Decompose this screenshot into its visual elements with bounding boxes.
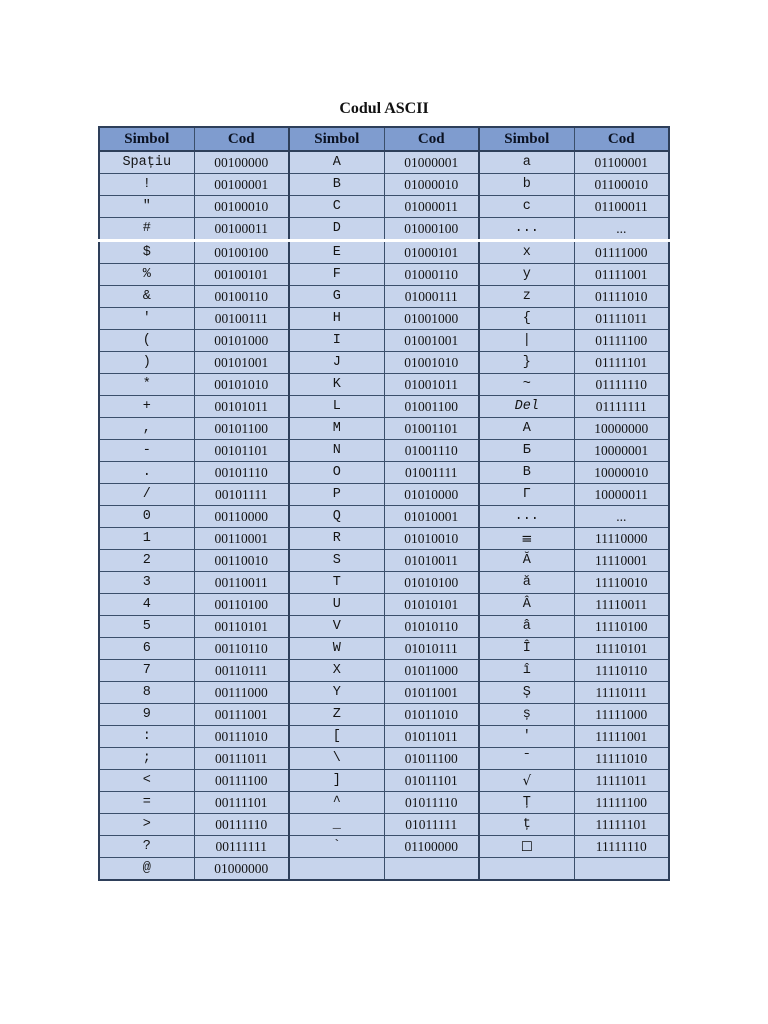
code-cell: 01010001 bbox=[384, 506, 479, 528]
symbol-cell: 6 bbox=[99, 638, 194, 660]
symbol-cell: ă bbox=[479, 572, 574, 594]
symbol-cell: b bbox=[479, 174, 574, 196]
code-cell: 01001101 bbox=[384, 418, 479, 440]
code-cell: 01111101 bbox=[574, 352, 669, 374]
code-cell: 01001011 bbox=[384, 374, 479, 396]
code-cell: 01111100 bbox=[574, 330, 669, 352]
symbol-cell: = bbox=[99, 792, 194, 814]
table-row bbox=[99, 572, 669, 594]
symbol-cell: ... bbox=[479, 506, 574, 528]
symbol-cell: ș bbox=[479, 704, 574, 726]
symbol-cell: H bbox=[289, 308, 384, 330]
code-cell: 11111000 bbox=[574, 704, 669, 726]
code-cell: 00110011 bbox=[194, 572, 289, 594]
code-cell: 01010110 bbox=[384, 616, 479, 638]
symbol-cell: M bbox=[289, 418, 384, 440]
code-cell: 00100011 bbox=[194, 218, 289, 241]
symbol-cell: Y bbox=[289, 682, 384, 704]
symbol-cell: . bbox=[99, 462, 194, 484]
table-row bbox=[99, 241, 669, 264]
code-cell: ... bbox=[574, 506, 669, 528]
table-row bbox=[99, 352, 669, 374]
code-cell: 01011011 bbox=[384, 726, 479, 748]
table-row bbox=[99, 792, 669, 814]
code-cell: 11111110 bbox=[574, 836, 669, 858]
code-cell: 00110100 bbox=[194, 594, 289, 616]
code-cell: 01111111 bbox=[574, 396, 669, 418]
symbol-cell bbox=[289, 858, 384, 881]
symbol-cell: 5 bbox=[99, 616, 194, 638]
symbol-cell: Ș bbox=[479, 682, 574, 704]
code-cell: 10000011 bbox=[574, 484, 669, 506]
symbol-cell: C bbox=[289, 196, 384, 218]
symbol-cell: ☐ bbox=[479, 836, 574, 858]
symbol-cell: x bbox=[479, 241, 574, 264]
symbol-cell: / bbox=[99, 484, 194, 506]
code-cell: 01000011 bbox=[384, 196, 479, 218]
page-title: Codul ASCII bbox=[339, 100, 429, 117]
code-cell: 11110110 bbox=[574, 660, 669, 682]
symbol-cell: U bbox=[289, 594, 384, 616]
symbol-cell: N bbox=[289, 440, 384, 462]
code-cell: 00100001 bbox=[194, 174, 289, 196]
symbol-cell: ` bbox=[289, 836, 384, 858]
code-cell: 01000000 bbox=[194, 858, 289, 881]
symbol-cell: K bbox=[289, 374, 384, 396]
symbol-cell: F bbox=[289, 264, 384, 286]
code-cell: 01010101 bbox=[384, 594, 479, 616]
table-row bbox=[99, 396, 669, 418]
table-row bbox=[99, 660, 669, 682]
code-cell: 00101001 bbox=[194, 352, 289, 374]
code-cell: 11110011 bbox=[574, 594, 669, 616]
ascii-table bbox=[98, 126, 670, 881]
symbol-cell: ; bbox=[99, 748, 194, 770]
code-cell: 00101010 bbox=[194, 374, 289, 396]
table-row bbox=[99, 682, 669, 704]
header-simbol-2: Simbol bbox=[289, 127, 384, 151]
code-cell: 11111100 bbox=[574, 792, 669, 814]
code-cell: 11111010 bbox=[574, 748, 669, 770]
header-cod-3: Cod bbox=[574, 127, 669, 151]
code-cell: 01001100 bbox=[384, 396, 479, 418]
table-row bbox=[99, 550, 669, 572]
code-cell: 00101110 bbox=[194, 462, 289, 484]
symbol-cell: Î bbox=[479, 638, 574, 660]
code-cell: 01111010 bbox=[574, 286, 669, 308]
code-cell: 00100000 bbox=[194, 151, 289, 174]
symbol-cell: % bbox=[99, 264, 194, 286]
code-cell: ... bbox=[574, 218, 669, 241]
code-cell: 10000000 bbox=[574, 418, 669, 440]
table-body bbox=[99, 151, 669, 880]
symbol-cell: + bbox=[99, 396, 194, 418]
code-cell: 00110101 bbox=[194, 616, 289, 638]
symbol-cell: - bbox=[99, 440, 194, 462]
code-cell: 01100011 bbox=[574, 196, 669, 218]
header-row bbox=[99, 127, 669, 151]
code-cell: 10000010 bbox=[574, 462, 669, 484]
table-row bbox=[99, 151, 669, 174]
symbol-cell: 4 bbox=[99, 594, 194, 616]
symbol-cell: I bbox=[289, 330, 384, 352]
symbol-cell: _ bbox=[289, 814, 384, 836]
symbol-cell: z bbox=[479, 286, 574, 308]
code-cell: 11110100 bbox=[574, 616, 669, 638]
symbol-cell: : bbox=[99, 726, 194, 748]
symbol-cell: ¯ bbox=[479, 748, 574, 770]
code-cell: 01011101 bbox=[384, 770, 479, 792]
symbol-cell: L bbox=[289, 396, 384, 418]
table-row bbox=[99, 174, 669, 196]
code-cell: 00110111 bbox=[194, 660, 289, 682]
code-cell: 01111011 bbox=[574, 308, 669, 330]
symbol-cell: ) bbox=[99, 352, 194, 374]
code-cell: 01001110 bbox=[384, 440, 479, 462]
code-cell: 11111001 bbox=[574, 726, 669, 748]
code-cell: 00111010 bbox=[194, 726, 289, 748]
symbol-cell: ? bbox=[99, 836, 194, 858]
symbol-cell: ( bbox=[99, 330, 194, 352]
symbol-cell: 0 bbox=[99, 506, 194, 528]
code-cell bbox=[384, 858, 479, 881]
code-cell: 01011001 bbox=[384, 682, 479, 704]
code-cell: 00101100 bbox=[194, 418, 289, 440]
symbol-cell: O bbox=[289, 462, 384, 484]
symbol-cell: { bbox=[479, 308, 574, 330]
code-cell: 01000101 bbox=[384, 241, 479, 264]
symbol-cell: } bbox=[479, 352, 574, 374]
symbol-cell: В bbox=[479, 462, 574, 484]
symbol-cell: > bbox=[99, 814, 194, 836]
symbol-cell: V bbox=[289, 616, 384, 638]
code-cell: 01111000 bbox=[574, 241, 669, 264]
symbol-cell: * bbox=[99, 374, 194, 396]
symbol-cell: ] bbox=[289, 770, 384, 792]
table-row bbox=[99, 704, 669, 726]
table-row bbox=[99, 814, 669, 836]
code-cell: 01100001 bbox=[574, 151, 669, 174]
code-cell: 01100010 bbox=[574, 174, 669, 196]
table-row bbox=[99, 308, 669, 330]
symbol-cell: Q bbox=[289, 506, 384, 528]
table-row bbox=[99, 218, 669, 241]
code-cell: 01001001 bbox=[384, 330, 479, 352]
symbol-cell: 2 bbox=[99, 550, 194, 572]
header-simbol-3: Simbol bbox=[479, 127, 574, 151]
symbol-cell: y bbox=[479, 264, 574, 286]
table-row bbox=[99, 440, 669, 462]
symbol-cell: [ bbox=[289, 726, 384, 748]
symbol-cell: T bbox=[289, 572, 384, 594]
symbol-cell: , bbox=[99, 418, 194, 440]
code-cell: 11110000 bbox=[574, 528, 669, 550]
code-cell: 01011000 bbox=[384, 660, 479, 682]
code-cell: 00100100 bbox=[194, 241, 289, 264]
code-cell: 01011110 bbox=[384, 792, 479, 814]
symbol-cell: Del bbox=[479, 396, 574, 418]
table-row bbox=[99, 594, 669, 616]
symbol-cell: B bbox=[289, 174, 384, 196]
code-cell: 01100000 bbox=[384, 836, 479, 858]
symbol-cell: < bbox=[99, 770, 194, 792]
table-row bbox=[99, 286, 669, 308]
code-cell: 11110101 bbox=[574, 638, 669, 660]
symbol-cell: E bbox=[289, 241, 384, 264]
code-cell: 00111111 bbox=[194, 836, 289, 858]
code-cell: 01010011 bbox=[384, 550, 479, 572]
code-cell: 00100110 bbox=[194, 286, 289, 308]
table-row bbox=[99, 418, 669, 440]
code-cell: 00111000 bbox=[194, 682, 289, 704]
symbol-cell: X bbox=[289, 660, 384, 682]
code-cell: 01000110 bbox=[384, 264, 479, 286]
symbol-cell: 8 bbox=[99, 682, 194, 704]
symbol-cell: $ bbox=[99, 241, 194, 264]
code-cell: 00101000 bbox=[194, 330, 289, 352]
symbol-cell: 7 bbox=[99, 660, 194, 682]
table-row bbox=[99, 462, 669, 484]
code-cell: 11111101 bbox=[574, 814, 669, 836]
symbol-cell: ! bbox=[99, 174, 194, 196]
code-cell: 00110001 bbox=[194, 528, 289, 550]
symbol-cell: c bbox=[479, 196, 574, 218]
symbol-cell: Z bbox=[289, 704, 384, 726]
code-cell: 00111100 bbox=[194, 770, 289, 792]
table-row bbox=[99, 770, 669, 792]
symbol-cell: Ă bbox=[479, 550, 574, 572]
code-cell: 00111011 bbox=[194, 748, 289, 770]
symbol-cell: " bbox=[99, 196, 194, 218]
code-cell: 01001111 bbox=[384, 462, 479, 484]
code-cell: 11110010 bbox=[574, 572, 669, 594]
symbol-cell: î bbox=[479, 660, 574, 682]
symbol-cell: â bbox=[479, 616, 574, 638]
symbol-cell: R bbox=[289, 528, 384, 550]
table-row bbox=[99, 638, 669, 660]
code-cell: 00111110 bbox=[194, 814, 289, 836]
code-cell: 01001010 bbox=[384, 352, 479, 374]
symbol-cell: 1 bbox=[99, 528, 194, 550]
symbol-cell: Г bbox=[479, 484, 574, 506]
symbol-cell: A bbox=[289, 151, 384, 174]
code-cell: 01011100 bbox=[384, 748, 479, 770]
table-row bbox=[99, 748, 669, 770]
code-cell: 01111001 bbox=[574, 264, 669, 286]
code-cell: 01001000 bbox=[384, 308, 479, 330]
symbol-cell: # bbox=[99, 218, 194, 241]
symbol-cell: a bbox=[479, 151, 574, 174]
header-simbol-1: Simbol bbox=[99, 127, 194, 151]
code-cell: 00100010 bbox=[194, 196, 289, 218]
symbol-cell: ' bbox=[99, 308, 194, 330]
table-row bbox=[99, 726, 669, 748]
code-cell: 00111101 bbox=[194, 792, 289, 814]
code-cell: 11110001 bbox=[574, 550, 669, 572]
symbol-cell: \ bbox=[289, 748, 384, 770]
table-row bbox=[99, 528, 669, 550]
symbol-cell: А bbox=[479, 418, 574, 440]
code-cell: 01011010 bbox=[384, 704, 479, 726]
symbol-cell: ț bbox=[479, 814, 574, 836]
symbol-cell: D bbox=[289, 218, 384, 241]
code-cell: 01000010 bbox=[384, 174, 479, 196]
table-row bbox=[99, 330, 669, 352]
table-row bbox=[99, 836, 669, 858]
code-cell: 00100101 bbox=[194, 264, 289, 286]
symbol-cell: ^ bbox=[289, 792, 384, 814]
code-cell: 01000001 bbox=[384, 151, 479, 174]
table-row bbox=[99, 264, 669, 286]
symbol-cell: √ bbox=[479, 770, 574, 792]
table-row bbox=[99, 506, 669, 528]
symbol-cell: Б bbox=[479, 440, 574, 462]
symbol-cell: & bbox=[99, 286, 194, 308]
code-cell bbox=[574, 858, 669, 881]
symbol-cell: | bbox=[479, 330, 574, 352]
code-cell: 01010000 bbox=[384, 484, 479, 506]
symbol-cell: P bbox=[289, 484, 384, 506]
table-header bbox=[99, 127, 669, 151]
code-cell: 00110000 bbox=[194, 506, 289, 528]
symbol-cell: Â bbox=[479, 594, 574, 616]
symbol-cell: 9 bbox=[99, 704, 194, 726]
code-cell: 00100111 bbox=[194, 308, 289, 330]
table-row bbox=[99, 374, 669, 396]
table-row bbox=[99, 858, 669, 881]
code-cell: 01010100 bbox=[384, 572, 479, 594]
symbol-cell: W bbox=[289, 638, 384, 660]
code-cell: 11110111 bbox=[574, 682, 669, 704]
code-cell: 01111110 bbox=[574, 374, 669, 396]
code-cell: 00110110 bbox=[194, 638, 289, 660]
symbol-cell: ~ bbox=[479, 374, 574, 396]
code-cell: 01000100 bbox=[384, 218, 479, 241]
code-cell: 10000001 bbox=[574, 440, 669, 462]
header-cod-1: Cod bbox=[194, 127, 289, 151]
code-cell: 01010010 bbox=[384, 528, 479, 550]
code-cell: 11111011 bbox=[574, 770, 669, 792]
table-row bbox=[99, 196, 669, 218]
symbol-cell: ≡ bbox=[479, 528, 574, 550]
symbol-cell: Spațiu bbox=[99, 151, 194, 174]
code-cell: 00110010 bbox=[194, 550, 289, 572]
symbol-cell: ... bbox=[479, 218, 574, 241]
symbol-cell: J bbox=[289, 352, 384, 374]
header-cod-2: Cod bbox=[384, 127, 479, 151]
symbol-cell: ' bbox=[479, 726, 574, 748]
symbol-cell bbox=[479, 858, 574, 881]
symbol-cell: @ bbox=[99, 858, 194, 881]
symbol-cell: G bbox=[289, 286, 384, 308]
symbol-cell: S bbox=[289, 550, 384, 572]
symbol-cell: Ț bbox=[479, 792, 574, 814]
code-cell: 00101011 bbox=[194, 396, 289, 418]
table-row bbox=[99, 616, 669, 638]
table-row bbox=[99, 484, 669, 506]
code-cell: 01000111 bbox=[384, 286, 479, 308]
code-cell: 01011111 bbox=[384, 814, 479, 836]
code-cell: 00101101 bbox=[194, 440, 289, 462]
code-cell: 00111001 bbox=[194, 704, 289, 726]
code-cell: 01010111 bbox=[384, 638, 479, 660]
symbol-cell: 3 bbox=[99, 572, 194, 594]
code-cell: 00101111 bbox=[194, 484, 289, 506]
